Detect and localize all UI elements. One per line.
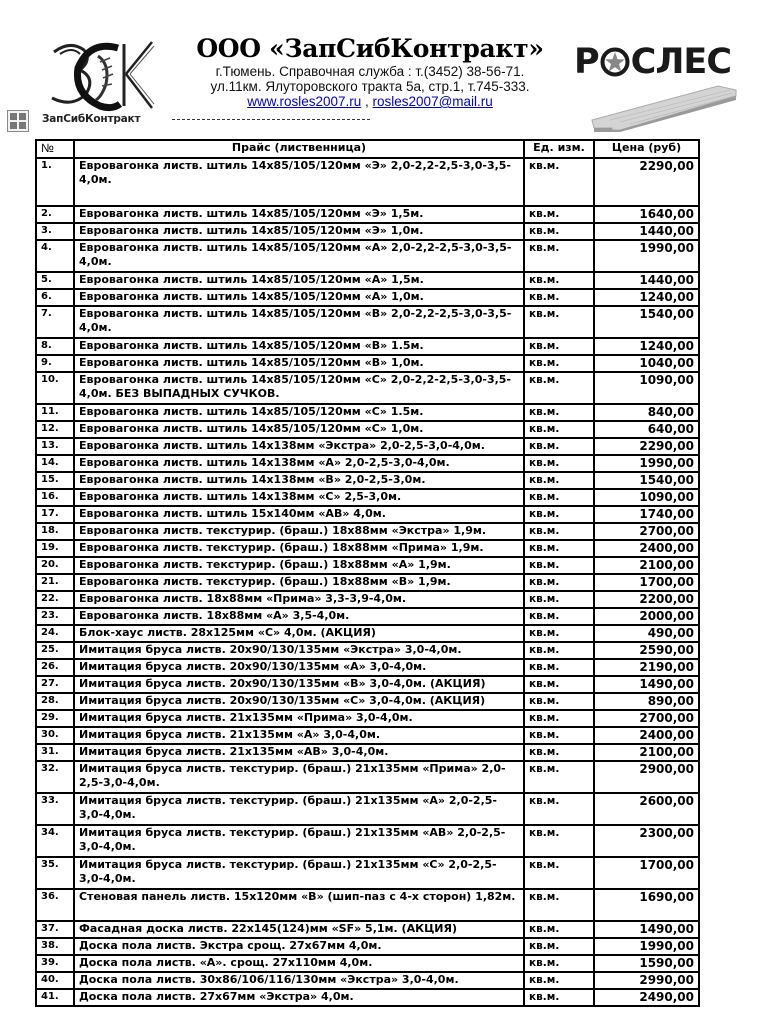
unit-of-measure: кв.м.	[524, 158, 594, 206]
product-name: Имитация бруса листв. 21х135мм «АВ» 3,0-4,0м.	[74, 744, 524, 761]
unit-of-measure: кв.м.	[524, 857, 594, 889]
row-number: 34.	[36, 825, 74, 857]
unit-of-measure: кв.м.	[524, 455, 594, 472]
row-number: 41.	[36, 989, 74, 1006]
price-value: 1990,00	[594, 240, 699, 272]
price-value: 2700,00	[594, 710, 699, 727]
row-number: 39.	[36, 955, 74, 972]
company-title: ООО «ЗапСибКонтракт»	[196, 34, 544, 63]
unit-of-measure: кв.м.	[524, 659, 594, 676]
table-row	[36, 489, 699, 506]
price-table-body	[36, 158, 699, 1006]
price-value: 1990,00	[594, 455, 699, 472]
table-row	[36, 289, 699, 306]
table-row	[36, 825, 699, 857]
unit-of-measure: кв.м.	[524, 472, 594, 489]
price-value: 2900,00	[594, 761, 699, 793]
row-number: 1.	[36, 158, 74, 206]
product-name: Евровагонка листв. штиль 14х85/105/120мм «В» 2,0-2,2-2,5-3,0-3,5-4,0м.	[74, 306, 524, 338]
product-name: Евровагонка листв. штиль 14х85/105/120мм «А» 1,0м.	[74, 289, 524, 306]
rosles-wordmark	[574, 42, 744, 82]
row-number: 16.	[36, 489, 74, 506]
contact-address-line: ул.11км. Ялуторовского тракта 5а, стр.1, т.745-333.	[210, 79, 530, 94]
unit-of-measure: кв.м.	[524, 591, 594, 608]
unit-of-measure: кв.м.	[524, 938, 594, 955]
table-row	[36, 591, 699, 608]
unit-of-measure: кв.м.	[524, 727, 594, 744]
price-value: 1690,00	[594, 889, 699, 921]
table-row	[36, 938, 699, 955]
row-number: 37.	[36, 921, 74, 938]
table-row	[36, 972, 699, 989]
price-value: 1990,00	[594, 938, 699, 955]
row-number: 29.	[36, 710, 74, 727]
product-name: Доска пола листв. 27х67мм «Экстра» 4,0м.	[74, 989, 524, 1006]
table-row	[36, 272, 699, 289]
row-number: 32.	[36, 761, 74, 793]
product-name: Имитация бруса листв. 20х90/130/135мм «В» 3,0-4,0м. (АКЦИЯ)	[74, 676, 524, 693]
unit-of-measure: кв.м.	[524, 972, 594, 989]
table-row	[36, 506, 699, 523]
price-value: 1090,00	[594, 489, 699, 506]
product-name: Евровагонка листв. штиль 14х85/105/120мм «С» 1.5м.	[74, 404, 524, 421]
table-row	[36, 889, 699, 921]
table-header-row	[36, 140, 699, 158]
product-name: Блок-хаус листв. 28х125мм «С» 4,0м. (АКЦИЯ)	[74, 625, 524, 642]
table-row	[36, 206, 699, 223]
contact-phone-line: г.Тюмень. Справочная служба : т.(3452) 38-56-71.	[215, 64, 525, 79]
price-value: 1090,00	[594, 372, 699, 404]
table-row	[36, 455, 699, 472]
unit-of-measure: кв.м.	[524, 338, 594, 355]
price-value: 2590,00	[594, 642, 699, 659]
grid-view-icon[interactable]	[7, 110, 29, 132]
price-value: 2300,00	[594, 825, 699, 857]
product-name: Стеновая панель листв. 15х120мм «В» (шип-паз с 4-х сторон) 1,82м.	[74, 889, 524, 921]
row-number: 2.	[36, 206, 74, 223]
price-value: 2100,00	[594, 557, 699, 574]
table-row	[36, 540, 699, 557]
price-value: 2600,00	[594, 793, 699, 825]
unit-of-measure: кв.м.	[524, 421, 594, 438]
website-link[interactable]: www.rosles2007.ru	[247, 94, 362, 109]
row-number: 3.	[36, 223, 74, 240]
table-row	[36, 659, 699, 676]
unit-of-measure: кв.м.	[524, 540, 594, 557]
unit-of-measure: кв.м.	[524, 372, 594, 404]
price-value: 1640,00	[594, 206, 699, 223]
table-row	[36, 372, 699, 404]
table-row	[36, 857, 699, 889]
row-number: 27.	[36, 676, 74, 693]
document-header	[0, 0, 763, 140]
row-number: 22.	[36, 591, 74, 608]
unit-of-measure: кв.м.	[524, 921, 594, 938]
table-row	[36, 438, 699, 455]
product-name: Евровагонка листв. штиль 14х138мм «С» 2,5-3,0м.	[74, 489, 524, 506]
product-name: Евровагонка листв. текстурир. (браш.) 18х88мм «В» 1,9м.	[74, 574, 524, 591]
price-value: 2290,00	[594, 158, 699, 206]
table-row	[36, 625, 699, 642]
table-row	[36, 727, 699, 744]
price-value: 1490,00	[594, 921, 699, 938]
product-name: Имитация бруса листв. 20х90/130/135мм «Экстра» 3,0-4,0м.	[74, 642, 524, 659]
product-name: Имитация бруса листв. 21х135мм «А» 3,0-4,0м.	[74, 727, 524, 744]
price-value: 2400,00	[594, 727, 699, 744]
product-name: Евровагонка листв. штиль 14х85/105/120мм «С» 1,0м.	[74, 421, 524, 438]
product-name: Имитация бруса листв. 21х135мм «Прима» 3,0-4,0м.	[74, 710, 524, 727]
unit-of-measure: кв.м.	[524, 793, 594, 825]
price-value: 2200,00	[594, 591, 699, 608]
price-value: 2290,00	[594, 438, 699, 455]
unit-of-measure: кв.м.	[524, 404, 594, 421]
table-row	[36, 240, 699, 272]
price-value: 640,00	[594, 421, 699, 438]
price-value: 1700,00	[594, 857, 699, 889]
unit-of-measure: кв.м.	[524, 989, 594, 1006]
product-name: Евровагонка листв. текстурир. (браш.) 18х88мм «Экстра» 1,9м.	[74, 523, 524, 540]
table-row	[36, 404, 699, 421]
unit-of-measure: кв.м.	[524, 306, 594, 338]
row-number: 38.	[36, 938, 74, 955]
wordmark-part-left: Р	[574, 42, 599, 82]
product-name: Евровагонка листв. штиль 14х85/105/120мм «А» 2,0-2,2-2,5-3,0-3,5-4,0м.	[74, 240, 524, 272]
unit-of-measure: кв.м.	[524, 744, 594, 761]
product-name: Евровагонка листв. 18х88мм «Прима» 3,3-3,9-4,0м.	[74, 591, 524, 608]
row-number: 8.	[36, 338, 74, 355]
product-name: Евровагонка листв. текстурир. (браш.) 18х88мм «А» 1,9м.	[74, 557, 524, 574]
product-name: Евровагонка листв. текстурир. (браш.) 18х88мм «Прима» 1,9м.	[74, 540, 524, 557]
product-name: Евровагонка листв. штиль 14х85/105/120мм «Э» 2,0-2,2-2,5-3,0-3,5-4,0м.	[74, 158, 524, 206]
row-number: 30.	[36, 727, 74, 744]
row-number: 9.	[36, 355, 74, 372]
table-row	[36, 989, 699, 1006]
table-row	[36, 955, 699, 972]
table-row	[36, 338, 699, 355]
table-row	[36, 158, 699, 206]
price-value: 1590,00	[594, 955, 699, 972]
unit-of-measure: кв.м.	[524, 206, 594, 223]
wordmark-part-right: СЛЕС	[630, 42, 732, 82]
row-number: 24.	[36, 625, 74, 642]
row-number: 23.	[36, 608, 74, 625]
price-value: 1540,00	[594, 306, 699, 338]
unit-of-measure: кв.м.	[524, 289, 594, 306]
product-name: Доска пола листв. Экстра срощ. 27х67мм 4,0м.	[74, 938, 524, 955]
product-name: Доска пола листв. «А». срощ. 27х110мм 4,0м.	[74, 955, 524, 972]
column-header-unit: Ед. изм.	[524, 140, 594, 158]
product-name: Евровагонка листв. штиль 14х85/105/120мм «А» 1,5м.	[74, 272, 524, 289]
row-number: 36.	[36, 889, 74, 921]
table-row	[36, 574, 699, 591]
unit-of-measure: кв.м.	[524, 676, 594, 693]
logo-caption: ЗапСибКонтракт	[42, 113, 141, 125]
price-value: 1240,00	[594, 338, 699, 355]
column-header-number: №	[36, 140, 74, 158]
table-row	[36, 223, 699, 240]
product-name: Евровагонка листв. штиль 14х85/105/120мм «Э» 1,0м.	[74, 223, 524, 240]
rosles-star-icon	[600, 47, 630, 77]
row-number: 19.	[36, 540, 74, 557]
row-number: 11.	[36, 404, 74, 421]
link-separator: ,	[361, 94, 373, 109]
price-value: 890,00	[594, 693, 699, 710]
row-number: 15.	[36, 472, 74, 489]
product-name: Евровагонка листв. штиль 14х138мм «В» 2,0-2,5-3,0м.	[74, 472, 524, 489]
price-value: 2100,00	[594, 744, 699, 761]
product-name: Имитация бруса листв. текстурир. (браш.) 21х135мм «А» 2,0-2,5-3,0-4,0м.	[74, 793, 524, 825]
unit-of-measure: кв.м.	[524, 608, 594, 625]
unit-of-measure: кв.м.	[524, 557, 594, 574]
product-name: Евровагонка листв. штиль 14х85/105/120мм «Э» 1,5м.	[74, 206, 524, 223]
row-number: 17.	[36, 506, 74, 523]
row-number: 40.	[36, 972, 74, 989]
unit-of-measure: кв.м.	[524, 625, 594, 642]
table-row	[36, 355, 699, 372]
price-value: 1740,00	[594, 506, 699, 523]
company-info	[170, 34, 570, 109]
row-number: 20.	[36, 557, 74, 574]
column-header-name: Прайс (лиственница)	[74, 140, 524, 158]
row-number: 13.	[36, 438, 74, 455]
row-number: 25.	[36, 642, 74, 659]
table-row	[36, 710, 699, 727]
row-number: 10.	[36, 372, 74, 404]
row-number: 33.	[36, 793, 74, 825]
price-value: 2700,00	[594, 523, 699, 540]
unit-of-measure: кв.м.	[524, 574, 594, 591]
price-value: 840,00	[594, 404, 699, 421]
unit-of-measure: кв.м.	[524, 438, 594, 455]
price-value: 490,00	[594, 625, 699, 642]
table-row	[36, 676, 699, 693]
product-name: Евровагонка листв. штиль 15х140мм «АВ» 4,0м.	[74, 506, 524, 523]
table-row	[36, 761, 699, 793]
table-row	[36, 557, 699, 574]
row-number: 4.	[36, 240, 74, 272]
table-row	[36, 744, 699, 761]
price-value: 1700,00	[594, 574, 699, 591]
price-value: 2190,00	[594, 659, 699, 676]
unit-of-measure: кв.м.	[524, 240, 594, 272]
column-header-price: Цена (руб)	[594, 140, 699, 158]
price-value: 1040,00	[594, 355, 699, 372]
row-number: 18.	[36, 523, 74, 540]
unit-of-measure: кв.м.	[524, 489, 594, 506]
price-value: 2400,00	[594, 540, 699, 557]
unit-of-measure: кв.м.	[524, 889, 594, 921]
table-row	[36, 693, 699, 710]
row-number: 28.	[36, 693, 74, 710]
price-value: 1440,00	[594, 223, 699, 240]
product-name: Евровагонка листв. штиль 14х85/105/120мм «В» 1.5м.	[74, 338, 524, 355]
product-name: Имитация бруса листв. 20х90/130/135мм «С» 3,0-4,0м. (АКЦИЯ)	[74, 693, 524, 710]
contact-links-line	[170, 94, 570, 109]
unit-of-measure: кв.м.	[524, 825, 594, 857]
product-name: Евровагонка листв. штиль 14х138мм «А» 2,0-2,5-3,0-4,0м.	[74, 455, 524, 472]
dashed-divider	[172, 119, 370, 120]
product-name: Евровагонка листв. штиль 14х85/105/120мм «С» 2,0-2,2-2,5-3,0-3,5-4,0м. БЕЗ ВЫПАДНЫХ СУЧКОВ.	[74, 372, 524, 404]
row-number: 7.	[36, 306, 74, 338]
table-row	[36, 306, 699, 338]
price-value: 2990,00	[594, 972, 699, 989]
rosles-logo	[574, 42, 744, 134]
price-value: 1440,00	[594, 272, 699, 289]
table-row	[36, 523, 699, 540]
row-number: 35.	[36, 857, 74, 889]
unit-of-measure: кв.м.	[524, 955, 594, 972]
unit-of-measure: кв.м.	[524, 223, 594, 240]
product-name: Евровагонка листв. штиль 14х85/105/120мм «В» 1,0м.	[74, 355, 524, 372]
product-name: Фасадная доска листв. 22х145(124)мм «SF» 5,1м. (АКЦИЯ)	[74, 921, 524, 938]
row-number: 12.	[36, 421, 74, 438]
row-number: 21.	[36, 574, 74, 591]
product-name: Имитация бруса листв. текстурир. (браш.) 21х135мм «С» 2,0-2,5-3,0-4,0м.	[74, 857, 524, 889]
product-name: Имитация бруса листв. текстурир. (браш.) 21х135мм «АВ» 2,0-2,5-3,0-4,0м.	[74, 825, 524, 857]
unit-of-measure: кв.м.	[524, 642, 594, 659]
price-value: 2000,00	[594, 608, 699, 625]
price-value: 1490,00	[594, 676, 699, 693]
price-value: 1540,00	[594, 472, 699, 489]
price-value: 1240,00	[594, 289, 699, 306]
price-table	[35, 139, 700, 1007]
table-row	[36, 793, 699, 825]
table-row	[36, 421, 699, 438]
row-number: 5.	[36, 272, 74, 289]
row-number: 14.	[36, 455, 74, 472]
zsk-logo	[40, 38, 155, 130]
product-name: Евровагонка листв. 18х88мм «А» 3,5-4,0м.	[74, 608, 524, 625]
wood-board-icon	[590, 84, 740, 132]
row-number: 31.	[36, 744, 74, 761]
zsk-logo-icon	[40, 38, 155, 113]
product-name: Доска пола листв. 30х86/106/116/130мм «Экстра» 3,0-4,0м.	[74, 972, 524, 989]
product-name: Евровагонка листв. штиль 14х138мм «Экстра» 2,0-2,5-3,0-4,0м.	[74, 438, 524, 455]
row-number: 6.	[36, 289, 74, 306]
unit-of-measure: кв.м.	[524, 506, 594, 523]
table-row	[36, 921, 699, 938]
table-row	[36, 472, 699, 489]
unit-of-measure: кв.м.	[524, 761, 594, 793]
product-name: Имитация бруса листв. текстурир. (браш.) 21х135мм «Прима» 2,0-2,5-3,0-4,0м.	[74, 761, 524, 793]
email-link[interactable]: rosles2007@mail.ru	[372, 94, 493, 109]
unit-of-measure: кв.м.	[524, 272, 594, 289]
table-row	[36, 608, 699, 625]
unit-of-measure: кв.м.	[524, 355, 594, 372]
product-name: Имитация бруса листв. 20х90/130/135мм «А» 3,0-4,0м.	[74, 659, 524, 676]
table-row	[36, 642, 699, 659]
row-number: 26.	[36, 659, 74, 676]
price-value: 2490,00	[594, 989, 699, 1006]
unit-of-measure: кв.м.	[524, 693, 594, 710]
unit-of-measure: кв.м.	[524, 710, 594, 727]
unit-of-measure: кв.м.	[524, 523, 594, 540]
